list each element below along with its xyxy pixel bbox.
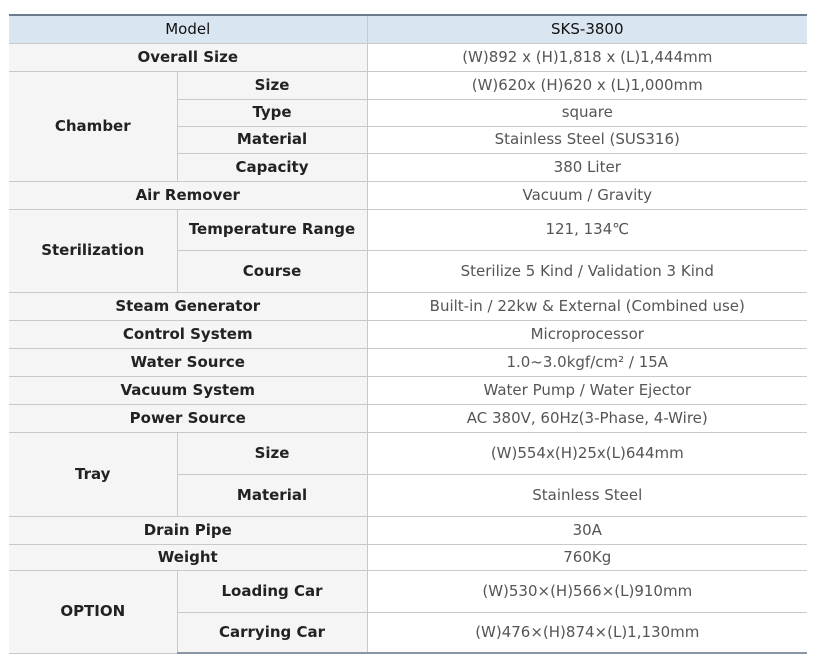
tray-size-value: (W)554x(H)25x(L)644mm (367, 432, 807, 474)
steam-generator-label: Steam Generator (9, 292, 367, 320)
table-row-water-source (9, 348, 807, 376)
chamber-size-label: Size (177, 71, 367, 99)
chamber-material-value: Stainless Steel (SUS316) (367, 126, 807, 153)
table-row-tray-size (9, 432, 807, 474)
weight-label: Weight (9, 544, 367, 570)
overall-size-label: Overall Size (9, 43, 367, 71)
chamber-capacity-label: Capacity (177, 153, 367, 181)
table-row-control-system (9, 320, 807, 348)
table-row-temperature-range (9, 209, 807, 250)
table-row-overall-size (9, 43, 807, 71)
air-remover-label: Air Remover (9, 181, 367, 209)
option-label: OPTION (9, 570, 177, 653)
air-remover-value: Vacuum / Gravity (367, 181, 807, 209)
table-row-air-remover (9, 181, 807, 209)
tray-size-label: Size (177, 432, 367, 474)
model-value: SKS-3800 (367, 15, 807, 43)
power-source-label: Power Source (9, 404, 367, 432)
chamber-type-label: Type (177, 99, 367, 126)
chamber-label: Chamber (9, 71, 177, 181)
vacuum-system-value: Water Pump / Water Ejector (367, 376, 807, 404)
power-source-value: AC 380V, 60Hz(3-Phase, 4-Wire) (367, 404, 807, 432)
chamber-size-value: (W)620x (H)620 x (L)1,000mm (367, 71, 807, 99)
loading-car-value: (W)530×(H)566×(L)910mm (367, 570, 807, 612)
water-source-label: Water Source (9, 348, 367, 376)
table-row-drain-pipe (9, 516, 807, 544)
control-system-label: Control System (9, 320, 367, 348)
chamber-capacity-value: 380 Liter (367, 153, 807, 181)
course-value: Sterilize 5 Kind / Validation 3 Kind (367, 250, 807, 292)
vacuum-system-label: Vacuum System (9, 376, 367, 404)
course-label: Course (177, 250, 367, 292)
table-row-steam-generator (9, 292, 807, 320)
table-row-weight (9, 544, 807, 570)
temperature-range-value: 121, 134℃ (367, 209, 807, 250)
table-row-power-source (9, 404, 807, 432)
water-source-value: 1.0~3.0kgf/cm² / 15A (367, 348, 807, 376)
drain-pipe-label: Drain Pipe (9, 516, 367, 544)
steam-generator-value: Built-in / 22kw & External (Combined use) (367, 292, 807, 320)
chamber-type-value: square (367, 99, 807, 126)
weight-value: 760Kg (367, 544, 807, 570)
table-row-chamber-size (9, 71, 807, 99)
control-system-value: Microprocessor (367, 320, 807, 348)
tray-label: Tray (9, 432, 177, 516)
carrying-car-value: (W)476×(H)874×(L)1,130mm (367, 612, 807, 653)
drain-pipe-value: 30A (367, 516, 807, 544)
overall-size-value: (W)892 x (H)1,818 x (L)1,444mm (367, 43, 807, 71)
sterilization-label: Sterilization (9, 209, 177, 292)
tray-material-value: Stainless Steel (367, 474, 807, 516)
chamber-material-label: Material (177, 126, 367, 153)
model-label: Model (9, 15, 367, 43)
tray-material-label: Material (177, 474, 367, 516)
carrying-car-label: Carrying Car (177, 612, 367, 653)
table-row-loading-car (9, 570, 807, 612)
temperature-range-label: Temperature Range (177, 209, 367, 250)
spec-table (9, 14, 807, 654)
table-row-model (9, 15, 807, 43)
loading-car-label: Loading Car (177, 570, 367, 612)
table-row-vacuum-system (9, 376, 807, 404)
